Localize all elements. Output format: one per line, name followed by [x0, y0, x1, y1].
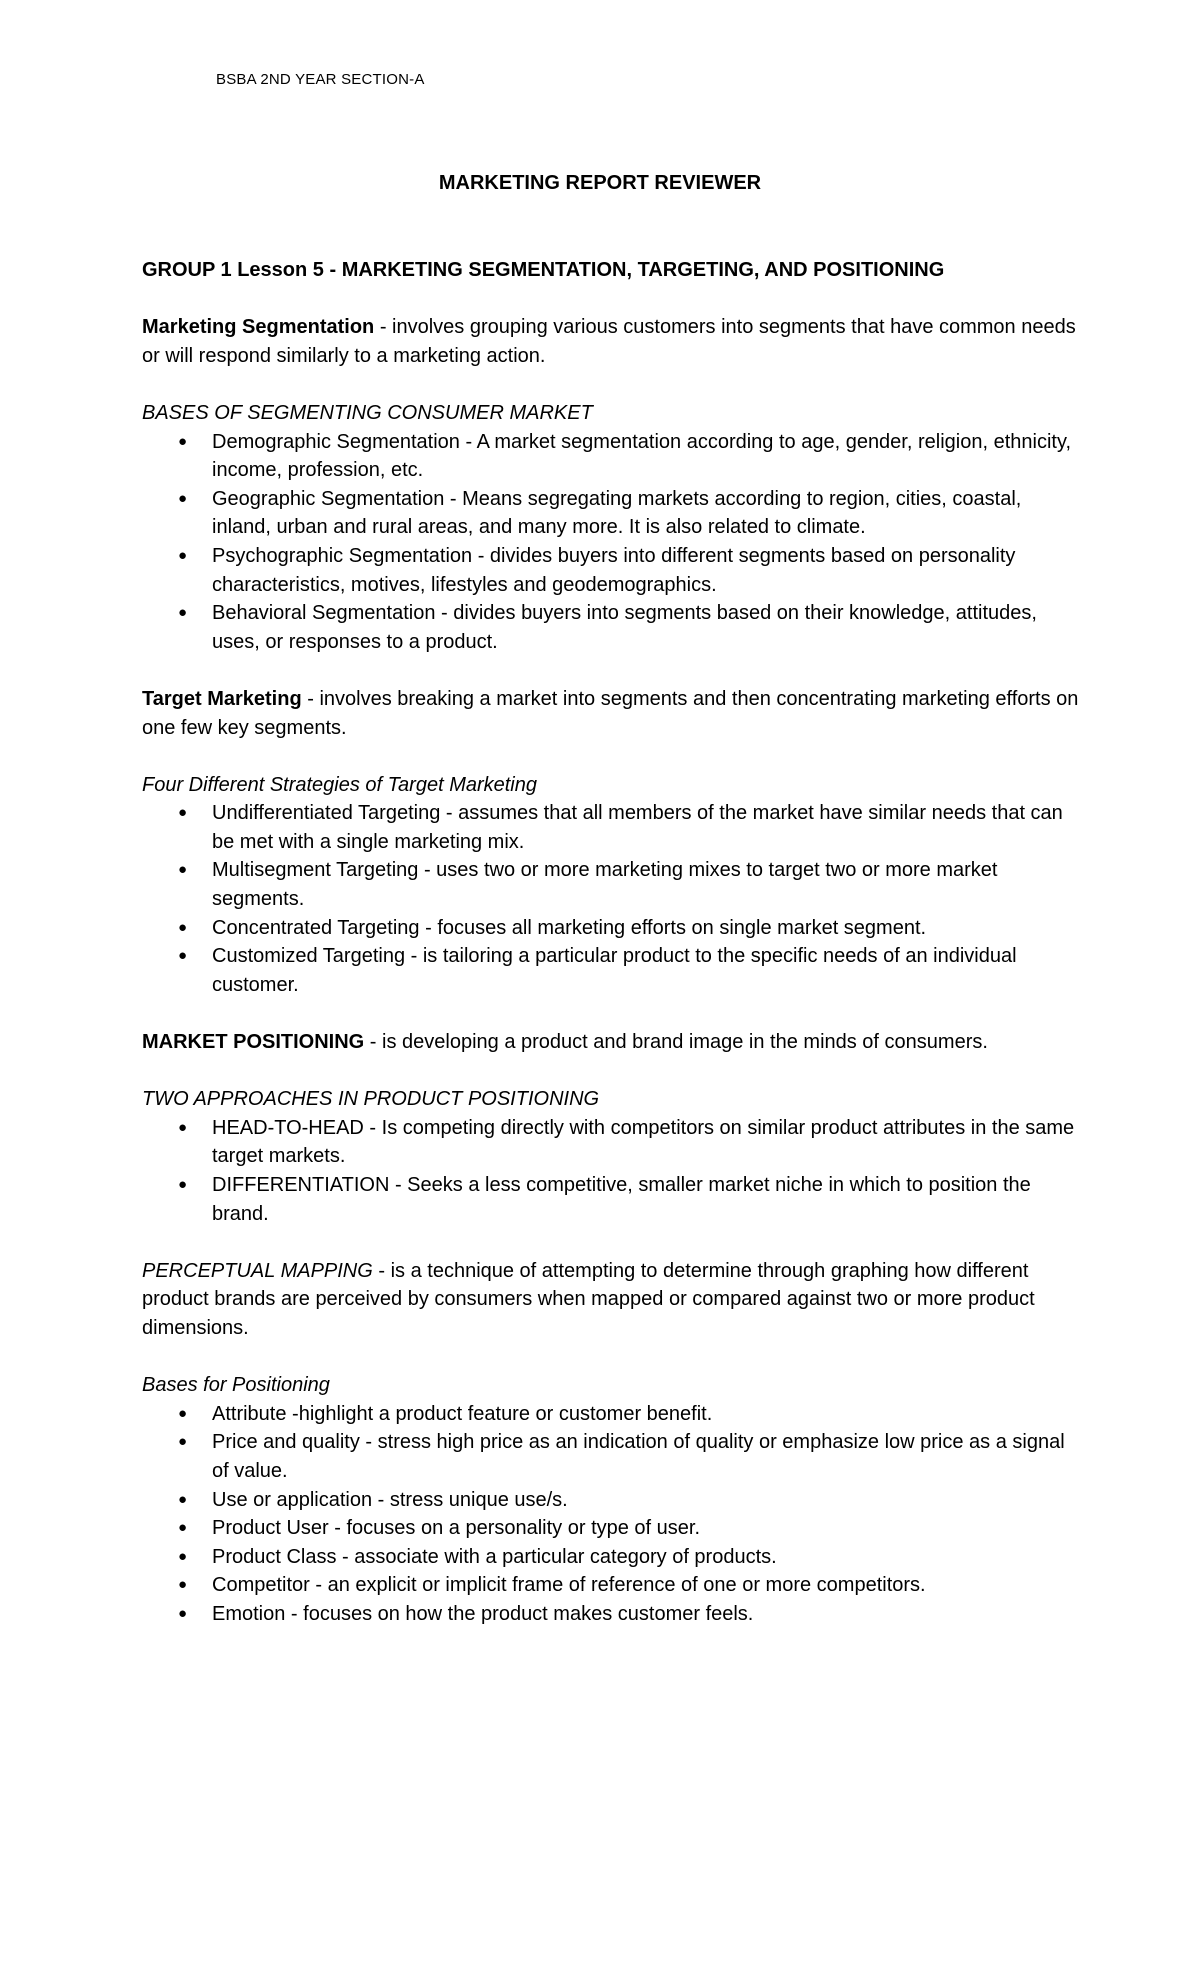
list-item: ● Psychographic Segmentation - divides buyers into different segments based on personality characteristics, motives, lifestyles and geodemographics.	[212, 542, 1082, 599]
segmentation-definition	[142, 313, 1082, 370]
list-item: ● Product User - focuses on a personality or type of user.	[212, 1514, 1082, 1543]
target-marketing-term: Target Marketing	[142, 687, 302, 710]
perceptual-mapping-text: - is a technique of attempting to determine through graphing how different product brands are perceived by consumers when mapped or compared against two or more product dimensions.	[142, 1259, 1035, 1339]
list-item: ● Attribute -highlight a product feature or customer benefit.	[212, 1400, 1082, 1429]
market-positioning-definition	[142, 1028, 1082, 1057]
bases-consumer-list	[142, 428, 1082, 657]
perceptual-mapping-term: PERCEPTUAL MAPPING	[142, 1259, 373, 1282]
list-item: ● Multisegment Targeting - uses two or more marketing mixes to target two or more market segments.	[212, 856, 1082, 913]
list-item: ● Emotion - focuses on how the product makes customer feels.	[212, 1600, 1082, 1629]
list-item: ● Use or application - stress unique use/s.	[212, 1486, 1082, 1515]
approaches-list	[142, 1114, 1082, 1228]
list-item: ● DIFFERENTIATION - Seeks a less competitive, smaller market niche in which to position the brand.	[212, 1171, 1082, 1228]
target-marketing-text: - involves breaking a market into segments and then concentrating marketing efforts on one few key segments.	[142, 687, 1079, 739]
list-item: ● Customized Targeting - is tailoring a particular product to the specific needs of an individual customer.	[212, 942, 1082, 999]
list-item: ● Concentrated Targeting - focuses all marketing efforts on single market segment.	[212, 914, 1082, 943]
list-item: ● Demographic Segmentation - A market segmentation according to age, gender, religion, ethnicity, income, profession, etc.	[212, 428, 1082, 485]
list-item: ● Undifferentiated Targeting - assumes that all members of the market have similar needs that can be met with a single marketing mix.	[212, 799, 1082, 856]
strategies-heading: Four Different Strategies of Target Marketing	[142, 773, 537, 796]
market-positioning-text: - is developing a product and brand image in the minds of consumers.	[364, 1031, 988, 1054]
document-title: MARKETING REPORT REVIEWER	[438, 172, 762, 194]
document-body	[142, 256, 1082, 1629]
target-marketing-definition	[142, 685, 1082, 742]
bases-positioning-list	[142, 1400, 1082, 1629]
segmentation-text: - involves grouping various customers into segments that have common needs or will respond similarly to a marketing action.	[142, 316, 1076, 367]
group-heading: GROUP 1 Lesson 5 - MARKETING SEGMENTATION, TARGETING, AND POSITIONING	[142, 259, 945, 281]
bases-positioning-heading: Bases for Positioning	[142, 1374, 330, 1397]
list-item: ● Geographic Segmentation - Means segregating markets according to region, cities, coastal, inland, urban and rural areas, and many more. It is also related to climate.	[212, 485, 1082, 542]
list-item: ● Competitor - an explicit or implicit frame of reference of one or more competitors.	[212, 1571, 1082, 1600]
perceptual-mapping-definition	[142, 1257, 1082, 1343]
market-positioning-term: MARKET POSITIONING	[142, 1031, 365, 1054]
strategies-list	[142, 799, 1082, 999]
list-item: ● HEAD-TO-HEAD - Is competing directly with competitors on similar product attributes in the same target markets.	[212, 1114, 1082, 1171]
list-item: ● Product Class - associate with a particular category of products.	[212, 1543, 1082, 1572]
running-header: BSBA 2ND YEAR SECTION-A	[216, 71, 425, 88]
list-item: ● Price and quality - stress high price as an indication of quality or emphasize low price as a signal of value.	[212, 1428, 1082, 1485]
bases-consumer-heading: BASES OF SEGMENTING CONSUMER MARKET	[142, 401, 593, 424]
list-item: ● Behavioral Segmentation - divides buyers into segments based on their knowledge, attitudes, uses, or responses to a product.	[212, 599, 1082, 656]
segmentation-term: Marketing Segmentation	[142, 316, 375, 339]
approaches-heading: TWO APPROACHES IN PRODUCT POSITIONING	[142, 1088, 600, 1111]
